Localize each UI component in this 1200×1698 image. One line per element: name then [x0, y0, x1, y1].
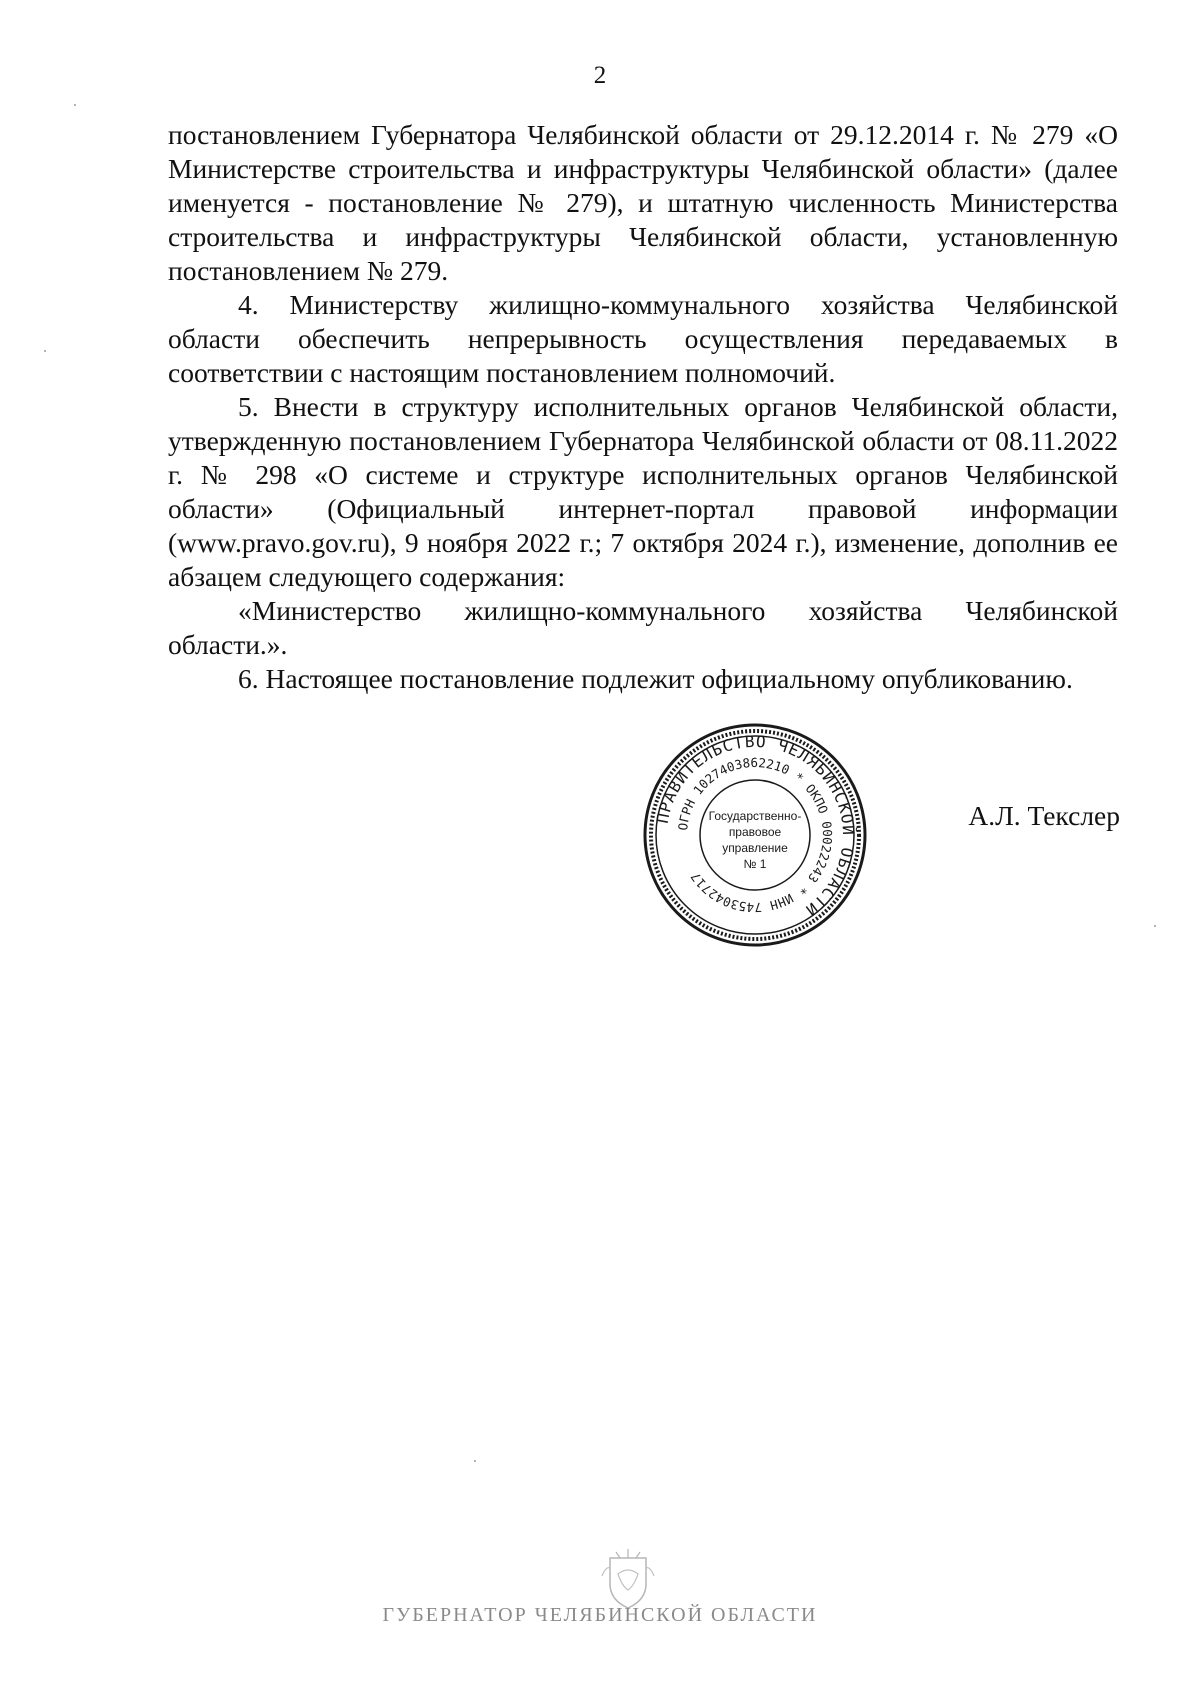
paragraph-continuation: постановлением Губернатора Челябинской области от 29.12.2014 г. № 279 «О Министерстве строительства и инфраструктуры Челябинской области» (далее именуется - постановление № 279), и штатную численность Министерства строительства и инфраструктуры Челябинской области, установленную постановлением № 279.: [168, 119, 1118, 286]
seal-center-line-3: управление: [722, 841, 788, 855]
scan-speck: [74, 104, 76, 106]
scan-speck: [44, 350, 46, 352]
seal-center-line-4: № 1: [743, 857, 767, 871]
signer-name: А.Л. Текслер: [968, 800, 1120, 831]
official-seal-stamp: [640, 720, 870, 950]
paragraph-item-5: 5. Внести в структуру исполнительных органов Челябинской области, утвержденную постановлением Губернатора Челябинской области от 08.11.2022 г. № 298 «О системе и структуре исполнительных органов Челябинской области» (Официальный интернет-портал правовой информации (www.pravo.gov.ru), 9 ноября 2022 г.; 7 октября 2024 г.), изменение, дополнив ее абзацем следующего содержания:: [168, 391, 1118, 592]
paragraph-item-4: 4. Министерству жилищно-коммунального хозяйства Челябинской области обеспечить непрерывность осуществления передаваемых в соответствии с настоящим постановлением полномочий.: [168, 289, 1118, 388]
seal-inner-text: ОГРН 1027403862210 * ОКПО 00022243 * ИНН 7453042717: [675, 754, 836, 916]
scan-speck: [1154, 925, 1156, 927]
page-number: 2: [593, 62, 607, 89]
paragraph-item-5-quote: «Министерство жилищно-коммунального хозяйства Челябинской области.».: [168, 595, 1118, 660]
seal-center-line-2: правовое: [728, 825, 782, 839]
seal-icon: [640, 720, 870, 950]
seal-outer-text: ПРАВИТЕЛЬСТВО ЧЕЛЯБИНСКОЙ ОБЛАСТИ: [652, 731, 859, 921]
coat-of-arms-icon: [598, 1546, 658, 1612]
paragraph-item-6: 6. Настоящее постановление подлежит официальному опубликованию.: [238, 663, 1073, 694]
seal-center-line-1: Государственно-: [708, 809, 802, 823]
scan-speck: [474, 1460, 476, 1462]
body-text: [168, 118, 1118, 696]
letterhead-footer: ГУБЕРНАТОР ЧЕЛЯБИНСКОЙ ОБЛАСТИ: [382, 1604, 818, 1626]
